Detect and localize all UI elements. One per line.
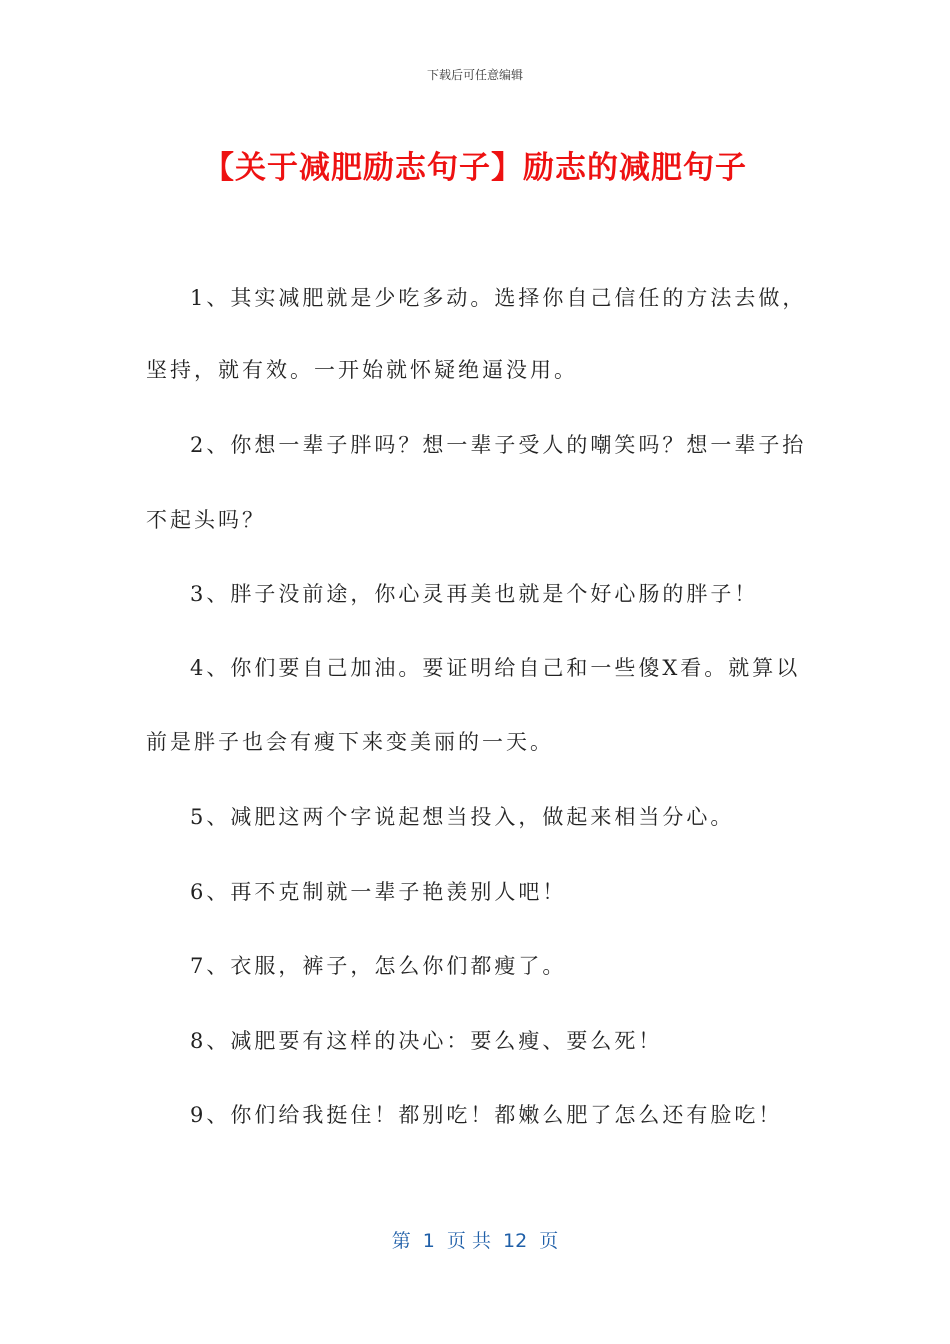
quote-line: 4、你们要自己加油。要证明给自己和一些傻X看。就算以 <box>190 656 801 680</box>
quote-line: 不起头吗？ <box>146 508 266 532</box>
page-number-footer: 第 1 页 共 12 页 <box>391 1230 559 1252</box>
quote-line: 2、你想一辈子胖吗？想一辈子受人的嘲笑吗？想一辈子抬 <box>190 433 807 457</box>
quote-line: 8、减肥要有这样的决心：要么瘦、要么死！ <box>190 1029 663 1053</box>
quote-line: 5、减肥这两个字说起想当投入，做起来相当分心。 <box>190 805 735 829</box>
quote-line: 前是胖子也会有瘦下来变美丽的一天。 <box>146 730 554 754</box>
quote-line: 6、再不克制就一辈子艳羡别人吧！ <box>190 880 567 904</box>
quote-line: 1、其实减肥就是少吃多动。选择你自己信任的方法去做， <box>190 286 807 310</box>
header-note: 下载后可任意编辑 <box>426 68 523 82</box>
quote-line: 3、胖子没前途，你心灵再美也就是个好心肠的胖子！ <box>190 582 759 606</box>
quote-line: 坚持，就有效。一开始就怀疑绝逼没用。 <box>146 358 578 382</box>
quote-line: 7、衣服，裤子，怎么你们都瘦了。 <box>190 954 567 978</box>
quote-line: 9、你们给我挺住！都别吃！都嫩么肥了怎么还有脸吃！ <box>190 1103 783 1127</box>
document-title: 【关于减肥励志句子】励志的减肥句子 <box>203 150 747 186</box>
